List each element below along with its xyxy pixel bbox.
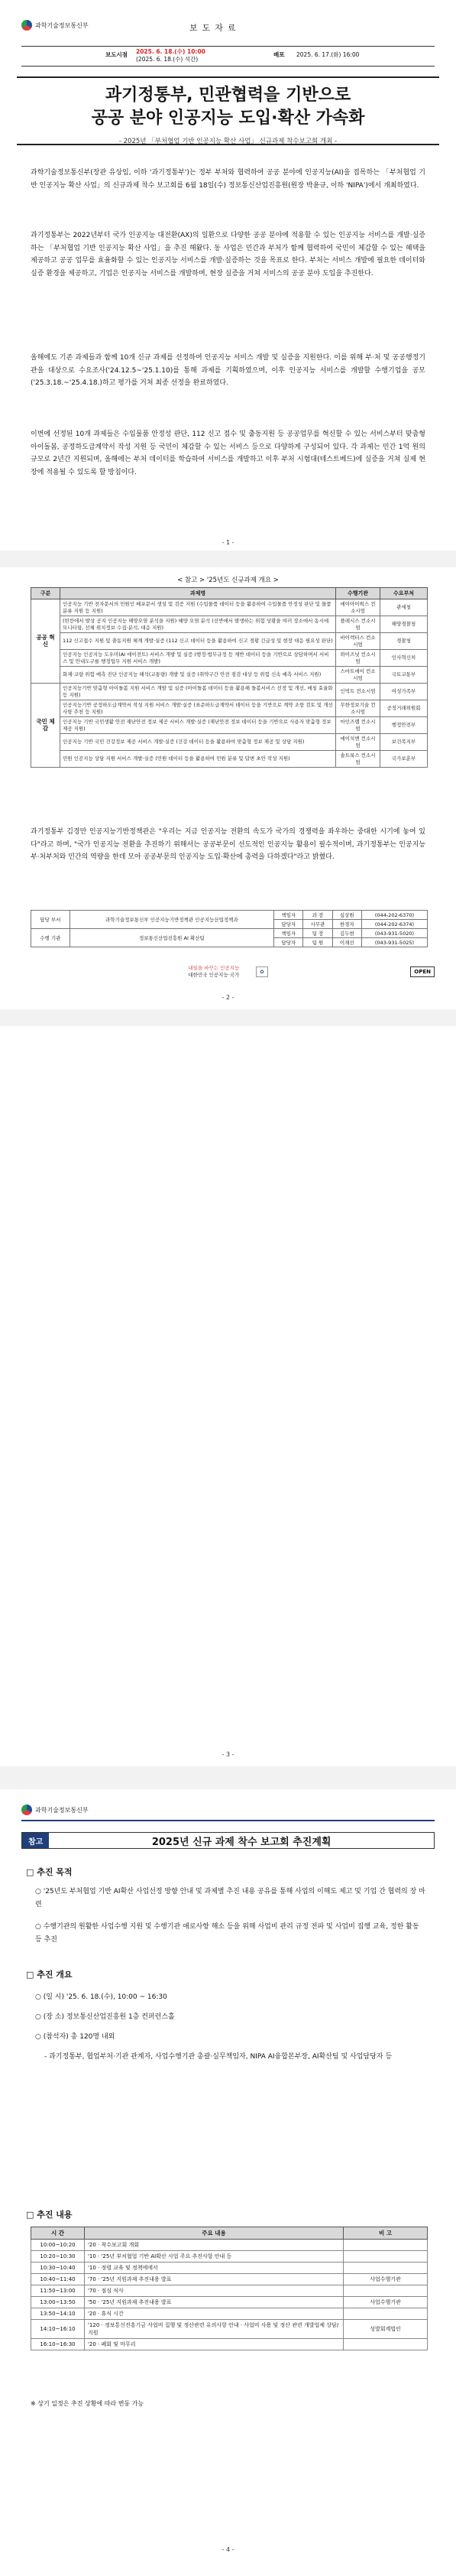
ref-tag: 참고 — [22, 1833, 49, 1848]
paragraph-1: 과학기술정보통신부(장관 유상임, 이하 '과기정통부')는 정부 부처와 협력하여 공공 분야에 인공지능(AI)을 접목하는 「부처협업 기반 인공지능 확산 사업」의 신규과제 착수 보고회를 6월 18일(수) 정보통신산업진흥원(원장 박윤규, 이하 'NIPA')에서 개최하였다. — [31, 169, 425, 190]
schedule-n — [344, 2263, 428, 2274]
task-name: 112 신고접수 지원 및 출동지원 체계 개발·실증 (112 신고 데이터 등을 활용하여 신고 경황 긴급성 및 현장 대응 필요성 판단) — [60, 633, 336, 650]
section-content: □ 추진 내용 — [26, 2210, 73, 2220]
distribute-time: 2025. 6. 17.(화) 16:00 — [296, 51, 360, 58]
task-name: 민원 인공지능 상담 지원 서비스 개발·실증 (민원 데이터 등을 활용하여 민원 분류 및 답변 초안 작성 지원) — [60, 751, 336, 768]
ref-ministry-name: 과학기술정보통신부 — [35, 1806, 89, 1814]
slogan-1: 내일을 바꾸는 인공지능 — [188, 965, 240, 971]
col-task-name: 과제명 — [60, 588, 336, 599]
task-org: 플레시스 컨소시엄 — [336, 616, 380, 633]
schedule-row — [31, 2339, 428, 2350]
contact-c6: (044-202-6374) — [361, 920, 427, 929]
task-org: 에이치엔 컨소시엄 — [336, 734, 380, 751]
task-dem: 행정안전부 — [380, 717, 428, 734]
schedule-table — [31, 2227, 428, 2350]
contact-c4: 과 장 — [303, 911, 332, 920]
schedule-t: 10:00~10:20 — [31, 2240, 85, 2251]
task-dem: 인사혁신처 — [380, 650, 428, 667]
contact-c3: 담당자 — [274, 938, 303, 947]
title-subtitle: - 2025년 「부처협업 기반 인공지능 확산 사업」 신규과제 착수보고회 개최 - — [118, 138, 338, 145]
contact-c6: (044-202-6370) — [361, 911, 427, 920]
col-org: 수행기관 — [336, 588, 380, 599]
schedule-t: 16:10~16:30 — [31, 2339, 85, 2350]
ministry-emblem-icon — [21, 20, 32, 31]
paragraph-5: 과기정통부 김경만 인공지능기반정책관은 "우리는 지금 인공지능 전환의 속도가 국가의 경쟁력을 좌우하는 중대한 시기에 놓여 있다"라고 하며, "국가 인공지능 전환을 추진하기 위해서는 공공부문이 선도적인 인공지능 활용이 필수적이며, 과기정통부는 인공지능 부·처부처와 민간의 역량을 한데 모아 공공부문의 인공지능 도입·확산에 총력을 다하겠다"라고 밝혔다. — [31, 828, 425, 861]
contact-c1: 담당 부서 — [31, 911, 70, 929]
task-row — [31, 616, 428, 633]
task-row — [31, 599, 428, 616]
task-row — [31, 700, 428, 717]
task-dem: 국토교통부 — [380, 667, 428, 684]
overview-attendees: ○ (참석자) 총 120명 내외 — [35, 2033, 115, 2041]
contact-row — [31, 911, 428, 920]
contact-c5: 김두현 — [332, 929, 361, 938]
task-row — [31, 667, 428, 684]
contact-c5: 심상원 — [332, 911, 361, 920]
overview-attendees-detail: - 과기정통부, 협업부처·기관 관계자, 사업수행기관 총괄·실무책임자, NIPA AI융합본부장, AI확산팀 및 사업담당자 등 — [44, 2053, 393, 2061]
task-org: 인빅트 컨소시엄 — [336, 684, 380, 700]
page-number-2: - 2 - — [222, 994, 234, 1001]
schedule-d: '20 · 착수보고회 개회 — [85, 2240, 344, 2251]
schedule-d: '10 · '25년 부처협업 기반 AI확산 사업 주요 추진사항 안내 등 — [85, 2251, 344, 2263]
task-name: (빈칸에서 발상 공지 인공지능 해양오염 분석을 지원) 해양 오염 분석 (선반에서 발생하는 위험 상황을 여러 장소에서 동시에 모니터링, 선체 위치정보 수집·분석, 대응 지원) — [60, 616, 336, 633]
schedule-t: 11:50~13:00 — [31, 2285, 85, 2297]
ref-logo — [21, 1804, 89, 1815]
task-category: 국민 체감 — [31, 684, 60, 768]
contact-c3: 담당자 — [274, 920, 303, 929]
task-name: 인공지능 인공지능 도우미(AI 에이전트) 서비스 개발 및 실증 (행정·법무규정 등 제반 데이터 등을 기반으로 상담하며서 서비스 및 안내도구를 행정업무 지원 서비스 개발) — [60, 650, 336, 667]
schedule-row — [31, 2285, 428, 2297]
schedule-note: ※ 상기 일정은 추진 상황에 따라 변동 가능 — [31, 2400, 144, 2407]
task-name: 인공지능 기반 전자문서의 민원인 배포문서 생성 및 검증 지원 (수입물품 데이터 등을 활용하여 수입물품 안정성 판단 및 물품분류 지원 등 지원) — [60, 599, 336, 616]
schedule-n — [344, 2251, 428, 2263]
footer-logos — [0, 965, 456, 979]
schedule-t: 10:20~10:30 — [31, 2251, 85, 2263]
task-dem: 국가보훈부 — [380, 751, 428, 768]
task-row — [31, 633, 428, 650]
schedule-row — [31, 2251, 428, 2263]
schedule-d: '70 · '25년 지원과제 추진내용 발표 — [85, 2274, 344, 2285]
task-org: 솔트룩스 컨소시엄 — [336, 751, 380, 768]
task-name: 인공지능 기반 국민생활 안전 재난안전 정보 제공 서비스 개발·실증 (재난안전 정보 데이터 등을 기반으로 사용자 맞춤형 정보 제공 지원) — [60, 717, 336, 734]
contact-c1: 수행 기관 — [31, 929, 70, 947]
schedule-row — [31, 2308, 428, 2320]
release-info — [21, 47, 435, 64]
paragraph-4: 이번에 선정된 10개 과제들은 수입물품 안정성 판단, 112 신고 접수 및 출동지원 등 공공업무를 혁신할 수 있는 서비스부터 맞춤형 아이돌봄, 공정하도급계약서 작성 지원 등 국민이 체감할 수 있는 서비스 등으로 다양하게 구성되어 있다. 각 과제는 민간 1억 원의 규모로 2년간 지원되며, 올해에는 부처 데이터를 학습하여 서비스를 개발하고 이후 부처 시험대(테스트베드)에 실증을 거쳐 실제 현장에 적용될 수 있도록 할 방침이다. — [31, 430, 425, 476]
task-row — [31, 717, 428, 734]
task-table — [31, 587, 428, 768]
schedule-t: 13:50~14:10 — [31, 2308, 85, 2320]
slogan — [188, 965, 239, 979]
korea-logo: ✿ — [256, 966, 267, 977]
task-org: 에이아이웍스 컨소시엄 — [336, 599, 380, 616]
ref-title: 2025년 신규 과제 착수 보고회 추진계획 — [151, 1836, 331, 1848]
task-name: 인공지능기반 맞춤형 아이돌봄 지원 서비스 개발 및 실증 (아이돌봄 데이터 등을 활용해 돌봄서비스 선정 및 개선, 매칭 효율화 등 지원) — [60, 684, 336, 700]
ref-title-bar — [21, 1832, 435, 1849]
schedule-row — [31, 2263, 428, 2274]
schedule-row — [31, 2240, 428, 2251]
schedule-d: '50 · '25년 지원과제 추진내용 발표 — [85, 2297, 344, 2308]
contact-c4: 사무관 — [303, 920, 332, 929]
title-line-2: 공공 분야 인공지능 도입·확산 가속화 — [91, 109, 365, 128]
task-category: 공공 혁신 — [31, 599, 60, 684]
schedule-t: 10:30~10:40 — [31, 2263, 85, 2274]
task-org: 마인즈랩 컨소시엄 — [336, 717, 380, 734]
task-table-caption: < 참고 > '25년도 신규과제 개요 > — [177, 577, 279, 584]
schedule-n — [344, 2339, 428, 2350]
schedule-n — [344, 2285, 428, 2297]
task-row — [31, 684, 428, 700]
section-purpose: □ 추진 목적 — [26, 1867, 73, 1877]
col-time: 시 간 — [31, 2227, 85, 2240]
contact-table — [31, 910, 428, 947]
task-org: 와이즈넛 컨소시엄 — [336, 650, 380, 667]
task-row — [31, 650, 428, 667]
contact-c2: 정보통신산업진흥원 AI 확산팀 — [70, 929, 274, 947]
title-line-1: 과기정통부, 민관협력을 기반으로 — [105, 86, 351, 105]
task-dem: 경찰청 — [380, 633, 428, 650]
section-overview: □ 추진 개요 — [26, 1970, 73, 1980]
col-content: 주요 내용 — [85, 2227, 344, 2240]
release-paper: (2025. 6. 18.(수) 석간) — [136, 56, 199, 63]
schedule-t: 13:00~13:50 — [31, 2297, 85, 2308]
col-demand: 수요부처 — [380, 588, 428, 599]
contact-c2: 과학기술정보통신부 인공지능기반정책관 인공지능산업정책과 — [70, 911, 274, 929]
schedule-n: 사업수행기관 — [344, 2274, 428, 2285]
schedule-d: '20 · 폐회 및 마무리 — [85, 2339, 344, 2350]
open-badge: OPEN — [410, 966, 435, 977]
contact-c5: 한경자 — [332, 920, 361, 929]
task-org: 바이렉터스 컨소시엄 — [336, 633, 380, 650]
task-dem: 관세청 — [380, 599, 428, 616]
overview-place: ○ (장 소) 정보통신산업진흥원 1층 컨퍼런스홀 — [35, 2013, 175, 2021]
ministry-logo — [21, 20, 89, 31]
contact-c6: (043-931-5025) — [361, 938, 427, 947]
contact-c4: 팀 원 — [303, 938, 332, 947]
page-number-1: - 1 - — [222, 539, 234, 546]
col-note: 비 고 — [344, 2227, 428, 2240]
page-number-4: - 4 - — [222, 2546, 234, 2553]
schedule-n: 성발회계법인 — [344, 2320, 428, 2339]
task-name: 화재·교량 위험 예측 진단 인공지능 해석(교통량) 개발 및 실증 (취약구간 안전 점검 대상 등 위험 신속 예측 서비스 지원) — [60, 667, 336, 684]
task-row — [31, 734, 428, 751]
paragraph-2: 과기정통부는 2022년부터 국가 인공지능 대전환(AX)의 일환으로 다양한 공공 분야에 적용할 수 있는 인공지능 서비스를 개발·실증하는 「부처협업 기반 인공지능 확산 사업」을 추진 해왔다. 동 사업은 민간과 부처가 함께 협력하여 국민이 체감할 수 있는 혜택을 제공하고 공공 업무를 효율화할 수 있는 인공지능 서비스를 개발·실증하는 것을 목표로 한다. 부처는 서비스 개발에 필요한 데이터와 실증 환경을 제공하고, 기업은 인공지능 서비스를 개발하며, 현장 실증을 거쳐 서비스의 공공 분야 도입을 추진한다. — [31, 232, 425, 278]
task-name: 인공지능 기반 국민 건강정보 제공 서비스 개발·실증 (건강 데이터 등을 활용하여 맞춤형 정보 제공 및 상담 지원) — [60, 734, 336, 751]
schedule-d: '120 · 정보통신진흥기금 사업비 집행 및 정산관련 유의사항 안내 · 사업비 사용 및 정산 관련 개발업체 상담/지원 — [85, 2320, 344, 2339]
col-category: 구분 — [31, 588, 60, 599]
schedule-n — [344, 2240, 428, 2251]
schedule-t: 10:40~11:40 — [31, 2274, 85, 2285]
doc-type: 보도자료 — [189, 23, 241, 33]
contact-c6: (043-931-5020) — [361, 929, 427, 938]
schedule-d: '20 · 휴식 시간 — [85, 2308, 344, 2320]
release-label: 보도시점 — [105, 51, 128, 58]
contact-c5: 이재선 — [332, 938, 361, 947]
task-row — [31, 751, 428, 768]
purpose-bullet-2: ○ 수행기관의 원활한 사업수행 지원 및 수행기관 애로사항 해소 등을 위해 사업비 관리 규정 전파 및 사업비 집행 교육, 정한 활동 등 추진 — [35, 1923, 419, 1944]
schedule-row — [31, 2274, 428, 2285]
paragraph-3: 올해에도 기존 과제들과 함께 10개 신규 과제를 선정하여 인공지능 서비스 개발 및 실증을 지원한다. 이를 위해 부·처 및 공공행정기관을 대상으로 수요조사('24.12.5~'25.1.10)를 통해 과제를 기획하였으며, 이후 인공지능 서비스를 개발할 수행기업을 공모('25.3.18.~'25.4.18.)하고 평가를 거쳐 최종 선정을 완료하였다. — [31, 354, 425, 387]
schedule-row — [31, 2297, 428, 2308]
task-dem: 보건복지부 — [380, 734, 428, 751]
purpose-bullet-1: ○ '25년도 부처협업 기반 AI확산 사업선정 방향 안내 및 과제별 추진 내용 공유를 통해 사업의 이해도 제고 및 기업 간 협력의 장 마련 — [35, 1888, 425, 1908]
task-dem: 해양경찰청 — [380, 616, 428, 633]
page-number-3: - 3 - — [222, 1751, 234, 1758]
ministry-emblem-icon — [21, 1804, 32, 1815]
task-org: 무한정보기술 컨소시엄 — [336, 700, 380, 717]
schedule-t: 14:10~16:10 — [31, 2320, 85, 2339]
release-time: 2025. 6. 18.(수) 10:00 — [136, 48, 205, 55]
press-header — [21, 17, 435, 43]
slogan-2: 대한민국 인공지능 국가 — [188, 972, 240, 978]
task-org: 스마트에이 컨소시엄 — [336, 667, 380, 684]
schedule-row — [31, 2320, 428, 2339]
task-dem: 여성가족부 — [380, 684, 428, 700]
schedule-d: '10 · 정렬 교육 및 정책에에서 — [85, 2263, 344, 2274]
schedule-d: '70 · 점심 식사 — [85, 2285, 344, 2297]
ministry-name: 과학기술정보통신부 — [35, 21, 89, 29]
press-title — [21, 84, 435, 145]
schedule-n: 사업수행기관 — [344, 2297, 428, 2308]
contact-c3: 책임자 — [274, 929, 303, 938]
task-name: 인공지능기반 공정하도급계약서 작성 지원 서비스 개발·실증 (표준하도급계약서 데이터 등을 기반으로 계약 조항 검토 및 개선사항 추천 등 지원) — [60, 700, 336, 717]
distribute-label: 배포 — [273, 51, 285, 58]
contact-c4: 팀 장 — [303, 929, 332, 938]
overview-date: ○ (일 시) '25. 6. 18.(수), 10:00 ~ 16:30 — [35, 1993, 167, 2001]
task-dem: 공정거래위원회 — [380, 700, 428, 717]
schedule-n — [344, 2308, 428, 2320]
contact-c3: 책임자 — [274, 911, 303, 920]
contact-row — [31, 929, 428, 938]
